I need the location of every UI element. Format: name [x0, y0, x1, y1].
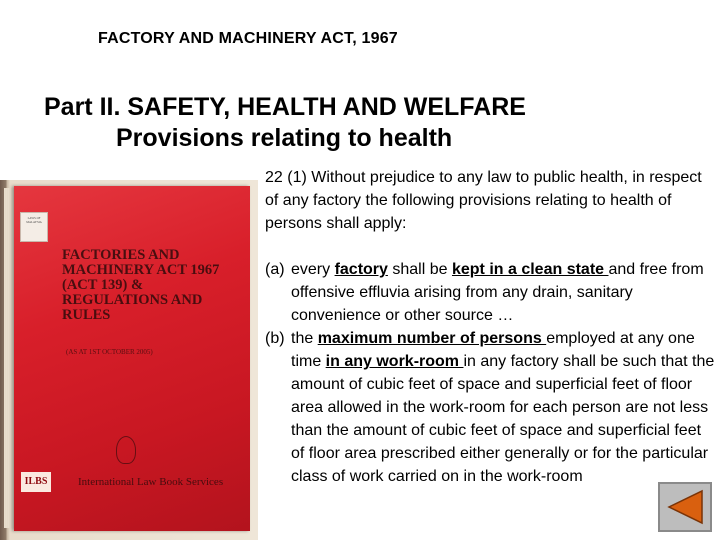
publisher-logo: ILBS	[21, 472, 51, 492]
book-cover	[14, 186, 250, 531]
book-as-at: (AS AT 1ST OCTOBER 2005)	[66, 348, 153, 356]
previous-slide-button[interactable]	[658, 482, 712, 532]
slide-header: FACTORY AND MACHINERY ACT, 1967	[98, 30, 398, 47]
provision-emphasis: kept in a clean state	[451, 261, 609, 278]
provision-marker: (b)	[265, 330, 285, 347]
emblem-icon	[116, 436, 136, 464]
provisions-list	[265, 258, 715, 488]
provision-emphasis: maximum number of persons	[317, 330, 547, 347]
provision-a	[265, 258, 715, 327]
triangle-left-icon	[666, 489, 704, 525]
book-label: LAWS OF MALAYSIA	[20, 212, 48, 242]
provision-text: the	[291, 330, 318, 347]
book-cover-photo	[0, 180, 258, 540]
provision-marker: (a)	[265, 261, 285, 278]
slide-subtitle: Provisions relating to health	[116, 124, 453, 152]
book-title: FACTORIES AND MACHINERY ACT 1967 (ACT 139) & REGULATIONS AND RULES	[62, 247, 220, 323]
provision-text: in any factory shall be such that the amount of cubic feet of space and superficial feet of floor area allowed in the work-room for each person are not less than the amount of cubic feet of space and superficial feet of floor area prescribed either generally or for the particular class of work carried on in the work-room	[291, 353, 715, 485]
provision-emphasis: in any work-room	[325, 353, 464, 370]
provision-text: employed at any one time	[291, 330, 695, 370]
book-publisher: International Law Book Services	[78, 476, 224, 488]
provision-text: and free from offensive effluvia arising from any drain, sanitary convenience or other source …	[291, 261, 704, 324]
section-intro: 22 (1) Without prejudice to any law to public health, in respect of any factory the following provisions relating to health of persons shall apply:	[265, 169, 702, 232]
book-page-edge	[4, 188, 14, 528]
slide-title: Part II. SAFETY, HEALTH AND WELFARE	[44, 93, 526, 121]
provision-emphasis: factory	[334, 261, 388, 278]
provision-b	[265, 327, 715, 488]
provision-text: every	[291, 261, 335, 278]
provision-text: shall be	[387, 261, 452, 278]
